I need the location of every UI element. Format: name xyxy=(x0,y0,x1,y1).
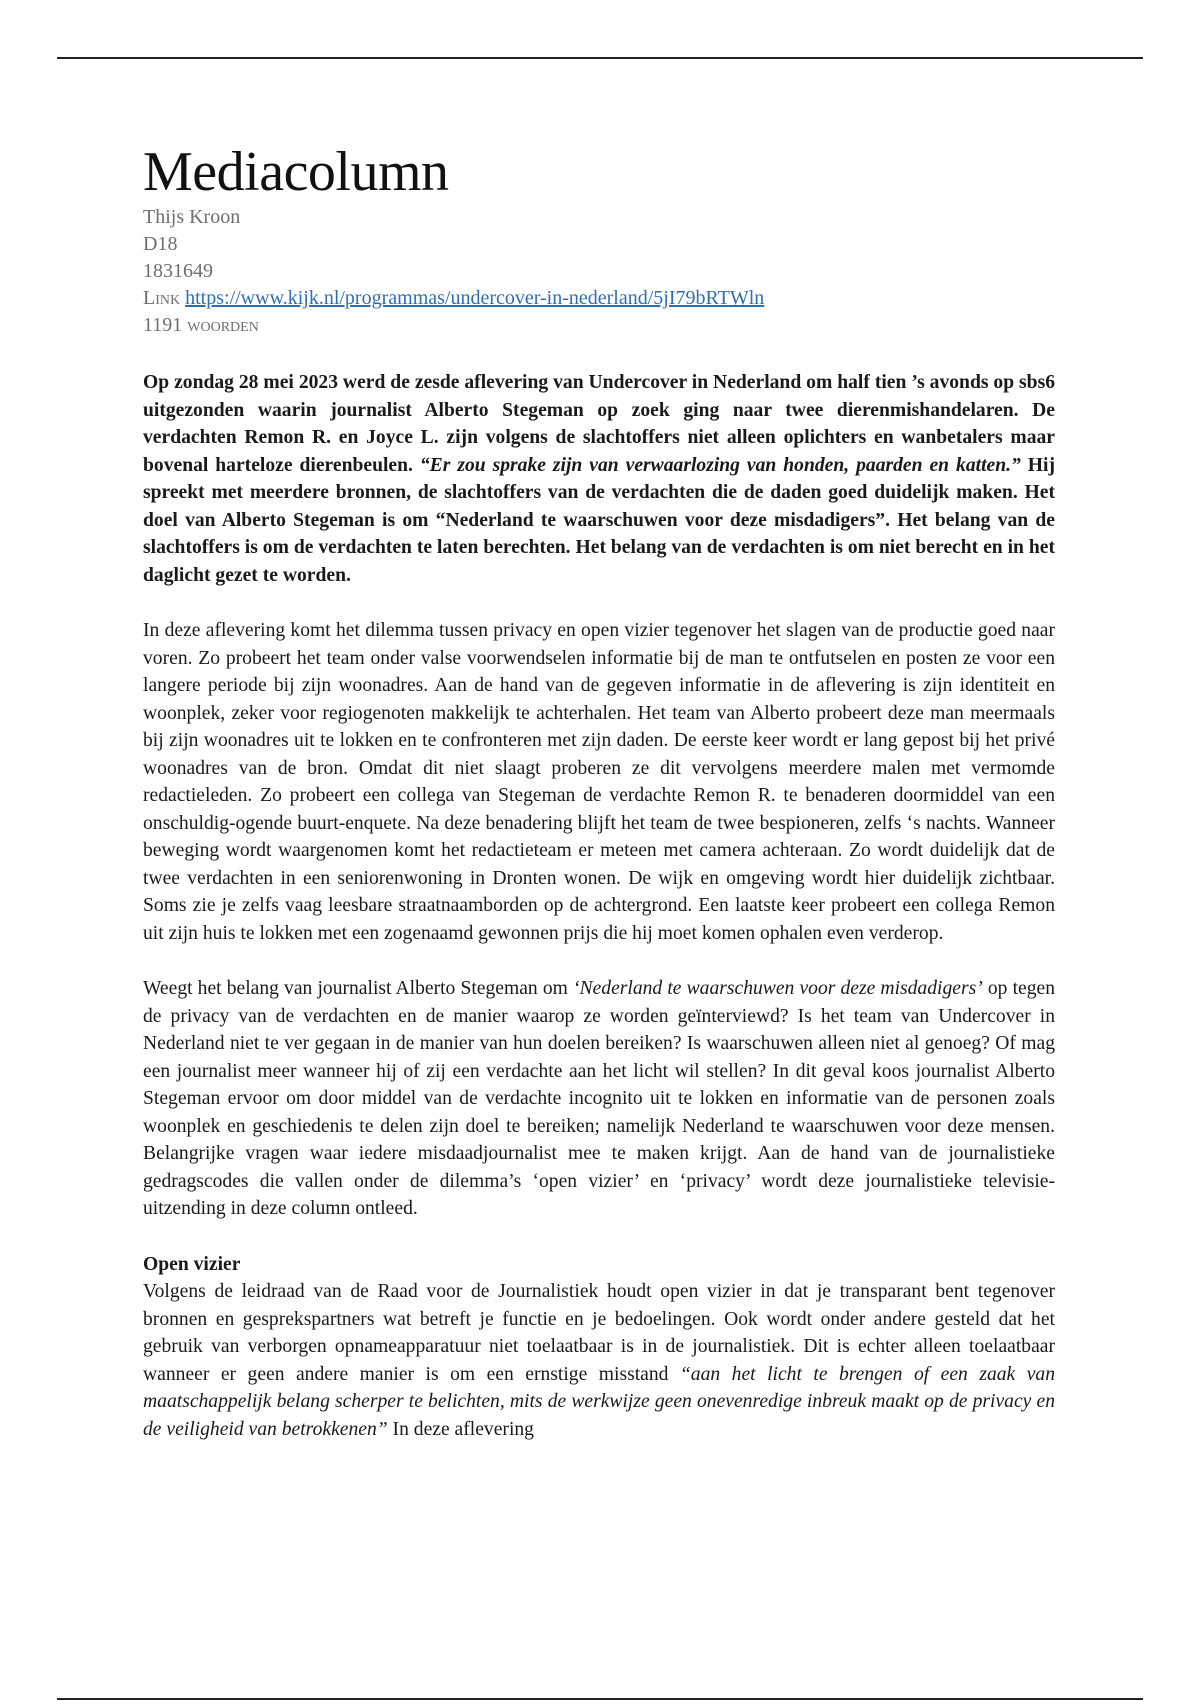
link-label: Link xyxy=(143,287,181,309)
document-title: Mediacolumn xyxy=(143,141,449,203)
word-count: 1191 xyxy=(143,314,183,336)
open-vizier-quote: “aan het licht te brengen of een zaak van maatschappelijk belang scherper te belichten, mits de werkwijze geen onevenredige inbreuk maakt op de privacy en de veiligheid van betrokkenen” xyxy=(143,1363,1055,1440)
document-page xyxy=(143,140,1055,1443)
author-name: Thijs Kroon xyxy=(143,206,241,228)
top-rule xyxy=(57,57,1143,59)
link-line xyxy=(143,285,1055,312)
paragraph2-text-2: op tegen de privacy van de verdachten en de manier waarop ze worden geïnterviewd? Is het team van Undercover in Nederland niet te ver gegaan in de manier van hun doelen bereiken? Is waarschuwen alleen niet al genoeg? Of mag een journalist meer wanneer hij of zij een verdachte aan het licht wil stellen? In dit geval koos journalist Alberto Stegeman ervoor om door middel van de verdachte incognito uit te lokken en informatie van de personen zoals woonplek en geschiedenis te delen zijn doel te bereiken; namelijk Nederland te waarschuwen voor deze mensen. Belangrijke vragen waar iedere misdaadjournalist mee te maken krijgt. Aan de hand van de journalistieke gedragscodes die vallen onder de dilemma’s ‘open vizier’ en ‘privacy’ wordt deze journalistieke televisie-uitzending in deze column ontleed. xyxy=(143,978,1055,1219)
open-vizier-text-1: Volgens de leidraad van de Raad voor de Journalistiek houdt open vizier in dat je transparant bent tegenover bronnen en gesprekspartners wat betreft je functie en je bedoelingen. Ook wordt onder andere gesteld dat het gebruik van verborgen opnameapparatuur niet toelaatbaar is in de journalistiek. Dit is echter alleen toelaatbaar wanneer er geen andere manier is om een ernstige misstand xyxy=(143,1281,1055,1385)
open-vizier-text-2: In deze aflevering xyxy=(387,1418,534,1440)
class-code: D18 xyxy=(143,233,178,255)
intro-paragraph xyxy=(143,369,1055,589)
paragraph2-text-1: Weegt het belang van journalist Alberto Stegeman om xyxy=(143,978,573,999)
intro-quote: “Er zou sprake zijn van verwaarlozing van honden, paarden en katten.” xyxy=(419,454,1021,476)
document-meta xyxy=(143,204,1055,339)
body-paragraph-1: In deze aflevering komt het dilemma tussen privacy en open vizier tegenover het slagen van de productie goed naar voren. Zo probeert het team onder valse voorwendselen informatie bij de man te ontfutselen en posten ze voor een langere periode bij zijn woonadres. Aan de hand van de gegeven informatie in de aflevering is zijn identiteit en woonplek, zeker voor regiogenoten makkelijk te achterhalen. Het team van Alberto probeert deze man meermaals bij zijn woonadres uit te lokken en te confronteren met zijn daden. De eerste keer wordt er lang gepost bij het privé woonadres van de bron. Omdat dit niet slaagt proberen ze dit vervolgens meerdere malen met vermomde redactieleden. Zo probeert een collega van Stegeman de verdachte Remon R. te benaderen doormiddel van een onschuldig-ogende buurt-enquete. Na deze benadering blijft het team de twee bespioneren, zelfs ‘s nachts. Wanneer beweging wordt waargenomen komt het redactieteam er meteen met camera achteraan. Zo wordt duidelijk dat de twee verdachten in een seniorenwoning in Dronten wonen. De wijk en omgeving wordt hier duidelijk zichtbaar. Soms zie je zelfs vaag leesbare straatnaamborden op de achtergrond. Een laatste keer probeert een collega Remon uit zijn huis te lokken met een zogenaamd gewonnen prijs die hij moet komen ophalen even verderop. xyxy=(143,620,1055,944)
body-paragraph-2 xyxy=(143,975,1055,1223)
intro-text-1: Op zondag 28 mei 2023 werd de zesde aflevering van Undercover in Nederland om half tien ’s avonds op sbs6 uitgezonden waarin journalist Alberto Stegeman op zoek ging naar twee dierenmishandelaren. De verdachten Remon R. en Joyce L. zijn volgens de slachtoffers niet alleen oplichters en wanbetalers maar bovenal harteloze dierenbeulen. xyxy=(143,372,1055,476)
program-link[interactable]: https://www.kijk.nl/programmas/undercover-in-nederland/5jI79bRTWln xyxy=(185,287,765,309)
section-heading-open-vizier: Open vizier xyxy=(143,1253,241,1275)
open-vizier-paragraph xyxy=(143,1278,1055,1443)
student-number: 1831649 xyxy=(143,260,213,282)
word-count-label: woorden xyxy=(187,314,259,336)
paragraph2-quote: ‘Nederland te waarschuwen voor deze misdadigers’ xyxy=(572,978,983,999)
intro-text-2: Hij spreekt met meerdere bronnen, de slachtoffers van de verdachten die de daden goed duidelijk maken. Het doel van Alberto Stegeman is om “Nederland te waarschuwen voor deze misdadigers”. Het belang van de slachtoffers is om de verdachten te laten berechten. Het belang van de verdachten is om niet berecht en in het daglicht gezet te worden. xyxy=(143,454,1056,586)
word-count-line xyxy=(143,312,1055,339)
